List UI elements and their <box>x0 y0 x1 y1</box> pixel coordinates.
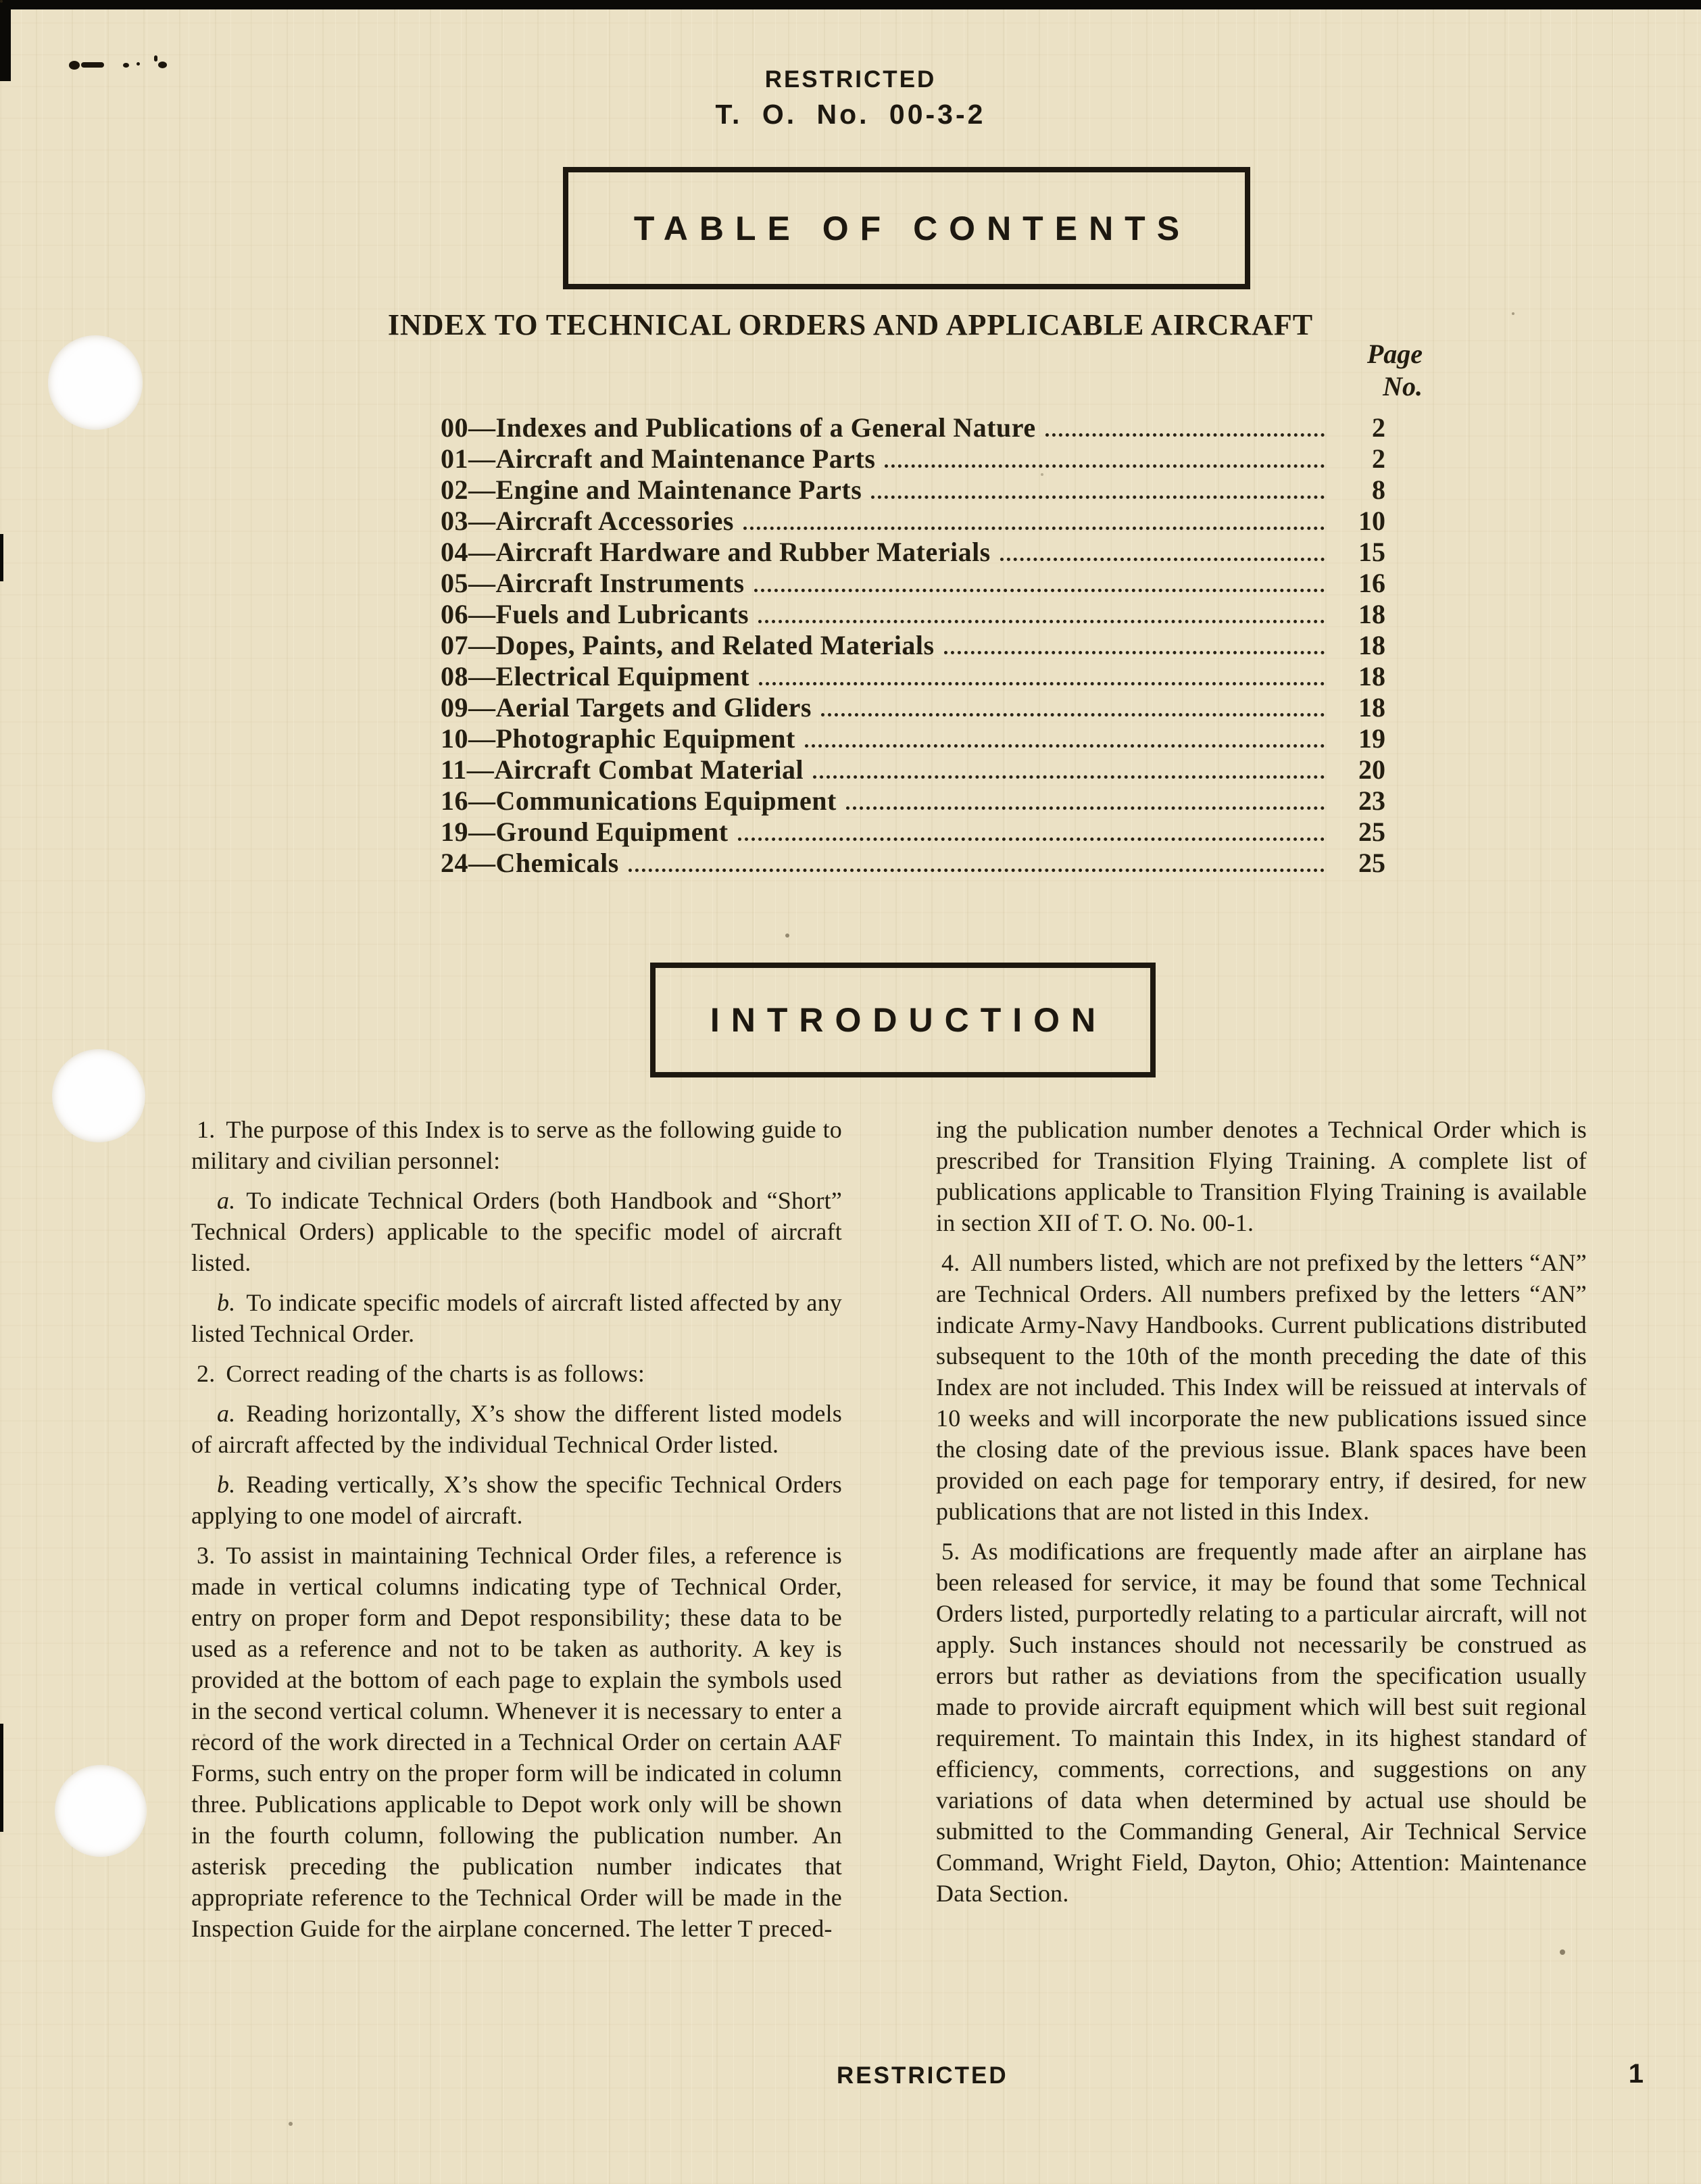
dotted-leader <box>821 713 1325 717</box>
toc-entry-label: 19—Ground Equipment <box>441 817 729 847</box>
dotted-leader <box>628 869 1325 872</box>
toc-entry-page: 16 <box>1358 568 1385 598</box>
paragraph-text: All numbers listed, which are not prefixed by the letters “AN” are Technical Orders. All numbers prefixed by the letters “AN” indicate Army-Navy Handbooks. Current publications distributed subsequent to the 10th of the month preceding the date of this Index are not included. This Index will be reissued at intervals of 10 weeks and will incorporate the new publications issued since the closing date of the previous issue. Blank spaces have been provided on each page for temporary entry, if desired, for new publications that are not listed in this Index. <box>936 1249 1587 1525</box>
toc-row <box>441 569 1385 598</box>
toc-entry-page: 20 <box>1358 754 1385 785</box>
toc-entry-page: 8 <box>1372 475 1385 505</box>
intro-right-column <box>936 1114 1587 1918</box>
intro-left-column <box>191 1114 842 1953</box>
toc-entry-label: 06—Fuels and Lubricants <box>441 599 749 629</box>
toc-row <box>441 694 1385 722</box>
dotted-leader <box>885 464 1325 468</box>
toc-entry-page: 18 <box>1358 630 1385 660</box>
paper-specks <box>0 0 3 3</box>
dotted-leader <box>738 838 1325 841</box>
paragraph-1 <box>191 1114 842 1176</box>
paragraph-3-continued <box>936 1114 1587 1238</box>
toc-row <box>441 414 1385 442</box>
paragraph-text: ing the publication number denotes a Technical Order which is prescribed for Transition Flying Training. A complete list of publications applicable to Transition Flying Training is available in section XII of T. O. No. 00-1. <box>936 1116 1587 1236</box>
toc-entry-label: 00—Indexes and Publications of a General Nature <box>441 412 1036 443</box>
page-col-header-line2: No. <box>1383 371 1423 402</box>
toc-entry-page: 10 <box>1358 506 1385 536</box>
punch-hole <box>55 1765 147 1857</box>
paragraph-4 <box>936 1247 1587 1527</box>
punch-hole <box>48 335 143 430</box>
toc-entry-page: 19 <box>1358 723 1385 754</box>
paragraph-text: Correct reading of the charts is as follows: <box>226 1360 645 1387</box>
toc-row <box>441 631 1385 660</box>
toc-row <box>441 445 1385 473</box>
paragraph-lead: 2. <box>197 1360 216 1387</box>
toc-row <box>441 849 1385 877</box>
toc-entry-page: 18 <box>1358 692 1385 723</box>
paragraph-1b <box>191 1287 842 1349</box>
toc-entry-label: 05—Aircraft Instruments <box>441 568 745 598</box>
paragraph-2a <box>191 1398 842 1460</box>
toc-entry-page: 25 <box>1358 817 1385 847</box>
paragraph-lead: a. <box>217 1400 236 1427</box>
paragraph-lead: b. <box>217 1289 236 1316</box>
header-classification: RESTRICTED <box>764 66 937 93</box>
toc-list <box>441 414 1385 880</box>
page-number-column-header <box>1367 338 1423 403</box>
header-technical-order-number: T. O. No. 00-3-2 <box>715 99 986 130</box>
scan-edge-sliver <box>0 1724 3 1832</box>
footer-classification: RESTRICTED <box>837 2062 1008 2089</box>
dotted-leader <box>813 775 1325 779</box>
paragraph-lead: 3. <box>197 1542 216 1569</box>
paragraph-text: Reading horizontally, X’s show the different listed models of aircraft affected by the individual Technical Order listed. <box>191 1400 842 1458</box>
dotted-leader <box>944 651 1325 654</box>
paragraph-lead: a. <box>217 1187 236 1214</box>
introduction-title: INTRODUCTION <box>710 1001 1108 1039</box>
toc-row <box>441 662 1385 691</box>
paragraph-1a <box>191 1185 842 1278</box>
toc-entry-page: 15 <box>1358 537 1385 567</box>
paragraph-lead: 1. <box>197 1116 216 1143</box>
dotted-leader <box>805 744 1325 748</box>
introduction-box <box>650 963 1156 1077</box>
paragraph-text: Reading vertically, X’s show the specific Technical Orders applying to one model of aircraft. <box>191 1471 842 1529</box>
page-col-header-line1: Page <box>1366 339 1423 369</box>
dotted-leader <box>758 620 1325 623</box>
paragraph-5 <box>936 1536 1587 1909</box>
toc-entry-label: 03—Aircraft Accessories <box>441 506 734 536</box>
dotted-leader <box>1045 433 1325 437</box>
toc-row <box>441 818 1385 846</box>
toc-row <box>441 756 1385 784</box>
dotted-leader <box>743 527 1325 530</box>
paragraph-text: To indicate specific models of aircraft listed affected by any listed Technical Order. <box>191 1289 842 1347</box>
toc-entry-label: 16—Communications Equipment <box>441 785 837 816</box>
toc-entry-page: 18 <box>1358 599 1385 629</box>
toc-row <box>441 787 1385 815</box>
punch-hole <box>52 1049 145 1142</box>
toc-row <box>441 538 1385 566</box>
paragraph-2 <box>191 1358 842 1389</box>
toc-entry-page: 23 <box>1358 785 1385 816</box>
table-of-contents-box <box>563 167 1250 289</box>
toc-row <box>441 507 1385 535</box>
dotted-leader <box>1000 558 1325 561</box>
paragraph-lead: 5. <box>941 1538 960 1565</box>
toc-entry-label: 02—Engine and Maintenance Parts <box>441 475 862 505</box>
toc-entry-label: 08—Electrical Equipment <box>441 661 750 691</box>
toc-entry-label: 11—Aircraft Combat Material <box>441 754 804 785</box>
paragraph-text: To assist in maintaining Technical Order files, a reference is made in vertical columns indicating type of Technical Order, entry on proper form and Depot responsibility; these data to be used as a reference and not to be taken as authority. A key is provided at the bottom of each page to explain the symbols used in the second vertical column. Whenever it is necessary to enter a record of the work directed in a Technical Order on certain AAF Forms, such entry on the proper form will be indicated in column three. Publications applicable to Depot work only will be shown in the fourth column, following the publication number. An asterisk preceding the publication number indicates that appropriate reference to the Technical Order will be made in the Inspection Guide for the airplane concerned. The letter T preced- <box>191 1542 842 1942</box>
toc-entry-label: 04—Aircraft Hardware and Rubber Materials <box>441 537 991 567</box>
toc-entry-page: 2 <box>1372 443 1385 474</box>
toc-entry-label: 10—Photographic Equipment <box>441 723 795 754</box>
toc-entry-label: 07—Dopes, Paints, and Related Materials <box>441 630 935 660</box>
toc-row <box>441 725 1385 753</box>
scan-edge-sliver <box>0 534 3 581</box>
paragraph-text: To indicate Technical Orders (both Handbook and “Short” Technical Orders) applicable to the specific model of aircraft listed. <box>191 1187 842 1276</box>
paragraph-text: As modifications are frequently made after an airplane has been released for service, it may be found that some Technical Orders listed, purportedly relating to a particular aircraft, will not apply. Such instances should not necessarily be construed as errors but rather as deviations from the specification usually made to provide aircraft equipment which will best suit regional requirement. To maintain this Index, in its highest standard of efficiency, comments, corrections, and suggestions on any variations of data when determined by actual use should be submitted to the Commanding General, Air Technical Service Command, Wright Field, Dayton, Ohio; Attention: Maintenance Data Section. <box>936 1538 1587 1907</box>
toc-entry-page: 18 <box>1358 661 1385 691</box>
paragraph-2b <box>191 1469 842 1531</box>
toc-entry-label: 01—Aircraft and Maintenance Parts <box>441 443 876 474</box>
toc-row <box>441 476 1385 504</box>
toc-entry-label: 24—Chemicals <box>441 848 619 878</box>
toc-entry-page: 25 <box>1358 848 1385 878</box>
index-heading: INDEX TO TECHNICAL ORDERS AND APPLICABLE AIRCRAFT <box>387 308 1314 341</box>
table-of-contents-title: TABLE OF CONTENTS <box>633 209 1191 247</box>
paragraph-lead: 4. <box>941 1249 960 1276</box>
dotted-leader <box>759 682 1325 685</box>
paragraph-text: The purpose of this Index is to serve as the following guide to military and civilian personnel: <box>191 1116 842 1174</box>
dotted-leader <box>846 806 1325 810</box>
dotted-leader <box>871 495 1325 499</box>
footer-page-number: 1 <box>1628 2059 1644 2089</box>
toc-entry-label: 09—Aerial Targets and Gliders <box>441 692 812 723</box>
paragraph-lead: b. <box>217 1471 236 1498</box>
scan-edge-top <box>0 0 1701 9</box>
paragraph-3 <box>191 1540 842 1944</box>
toc-row <box>441 600 1385 629</box>
toc-entry-page: 2 <box>1372 412 1385 443</box>
dotted-leader <box>754 589 1325 592</box>
